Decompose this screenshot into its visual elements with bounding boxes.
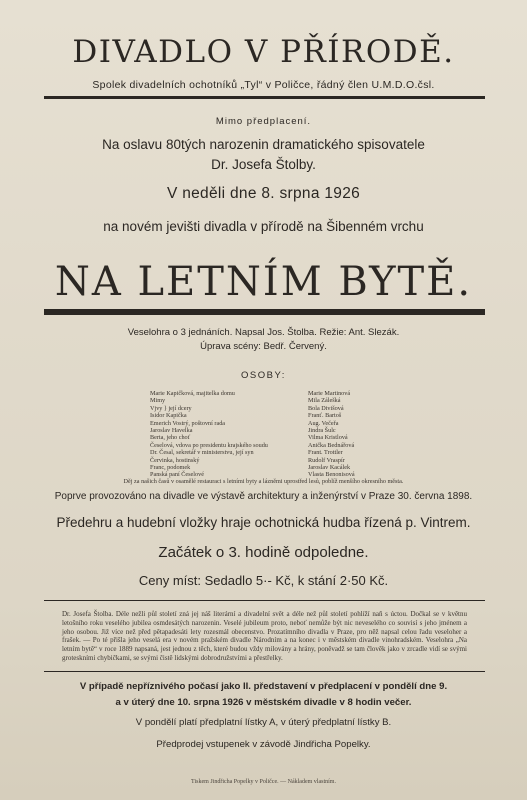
cast-actor: Franť. Bartoš — [308, 412, 342, 420]
cast-actor: Jaroslav Kacálek — [308, 464, 351, 472]
venue: na novém jevišti divadla v přírodě na Šibenném vrchu — [103, 219, 424, 234]
play-scenery: Úprava scény: Bedř. Červený. — [200, 341, 327, 352]
play-genre: Veselohra o 3 jednáních. Napsal Jos. Štolba. Režie: Ant. Slezák. — [127, 327, 400, 338]
cast-role: Vjvy } její dcery — [150, 404, 192, 412]
cast-role: Isidor Kapička — [150, 412, 187, 420]
cast-role: Panská paní Česelové — [150, 471, 204, 479]
printer-imprint: Tiskem Jindřicha Popelky v Poličce. — Nákladem vlastním. — [191, 779, 336, 785]
cast-role: Franc, podomek — [150, 464, 191, 472]
cast-actor: Rudolf Vraspír — [308, 456, 345, 464]
occasion-line-2: Dr. Josefa Štolby. — [211, 157, 316, 172]
cast-actor: Mila Zálešká — [308, 397, 341, 405]
setting-note: Děj za našich časů v osamělé restauraci s letními byty a lázněmi uprostřed lesů, poblíž menšího okresního města. — [123, 478, 404, 485]
cast-actor: Frant. Trottler — [308, 449, 343, 457]
cast-actor: Jindra Šulc — [308, 427, 336, 435]
play-title-rule — [44, 309, 485, 315]
cast-actor: Vlasta Benonisová — [308, 471, 355, 479]
subscription-note: Mimo předplacení. — [215, 116, 312, 127]
play-title: NA LETNÍM BYTĚ. — [54, 259, 473, 305]
cast-role: Červinka, hostinský — [150, 456, 200, 464]
bio-rule — [44, 600, 485, 601]
cast-role: Dr. Česal, sekretář v ministerstvu, její syn — [150, 449, 254, 457]
biography: Dr. Josefa Štolba. Déle nežli půl století zná jej náš literární a divadelní svět a déle než půl století pohlíží naň s úctou. Dočkal se v květnu letošního roku veselého jubilea osmdesátých narozenin. Veselé jubileum proto, neboť nemůže být nic neveselého co souvisí s jeho jménem a jeho osobou. Již více než před pětapadesáti lety rozesmál obecenstvo. Prozatímního divadla v Praze, pro něž napsal celou řadu veseloher a frašek. — Po té přišla jeho veselá era v novém pražském divadle Národním a na konec i v městském divadle vinohradském. Veselohra „Na letním bytě“ v roce 1889 napsaná, jest jednou z těch, které budou vždy milovány a hrány, poněvadž se tam člověk jako v zrcadle vidí se svými groteskními chybičkami, se svými čistě lidskými dobrodružstvími a přestřelky. — [62, 610, 467, 662]
cast-role: Marie Kapičková, majitelka domu — [150, 390, 235, 397]
performance-date: V neděli dne 8. srpna 1926 — [166, 185, 361, 202]
weather-note-2: a v úterý dne 10. srpna 1926 v městském divadle v 8 hodin večer. — [115, 697, 412, 708]
footer-rule — [44, 671, 485, 672]
society-subtitle: Spolek divadelních ochotníků „Tyl“ v Poličce, řádný člen U.M.D.O.čsl. — [92, 79, 435, 91]
cast-actors — [308, 390, 408, 479]
cast-actor: Aug. Večeřa — [308, 419, 339, 427]
ticket-prices: Ceny míst: Sedadlo 5·- Kč, k stání 2·50 Kč. — [138, 573, 389, 588]
cast-role: Česelová, vdova po presidentu krajského soudu — [150, 441, 268, 449]
cast-role: Emerich Vostrý, poštovní rada — [150, 419, 226, 427]
cast-actor: Vilma Kristlová — [308, 434, 348, 442]
presale-note: Předprodej vstupenek v závodě Jindřicha Popelky. — [156, 739, 371, 750]
theatre-title: DIVADLO V PŘÍRODĚ. — [72, 34, 455, 70]
cast-roles — [150, 390, 300, 479]
music-info: Předehru a hudební vložky hraje ochotnická hudba řízená p. Vintrem. — [56, 515, 471, 530]
cast-role: Mimy — [150, 397, 166, 405]
weather-note-1: V případě nepříznivého počasí jako II. představení v předplacení v pondělí dne 9. — [79, 681, 448, 692]
cast-role: Berta, jeho choť — [150, 434, 191, 442]
cast-actor: Bola Divišová — [308, 404, 344, 412]
start-time: Začátek o 3. hodině odpoledne. — [158, 544, 369, 561]
occasion-line-1: Na oslavu 80tých narozenin dramatického spisovatele — [102, 137, 425, 152]
subscription-ticket-note: V pondělí platí předplatní lístky A, v úterý předplatní lístky B. — [135, 717, 392, 728]
premiere-info: Poprve provozováno na divadle ve výstavě architektury a inženýrství v Praze 30. června 1898. — [54, 491, 473, 502]
cast-role: Jaroslav Havelka — [150, 427, 193, 435]
top-rule — [44, 96, 485, 99]
cast-actor: Anička Bednářová — [308, 441, 355, 449]
cast-actor: Marie Martinová — [308, 390, 351, 397]
cast-heading: OSOBY: — [241, 370, 286, 381]
